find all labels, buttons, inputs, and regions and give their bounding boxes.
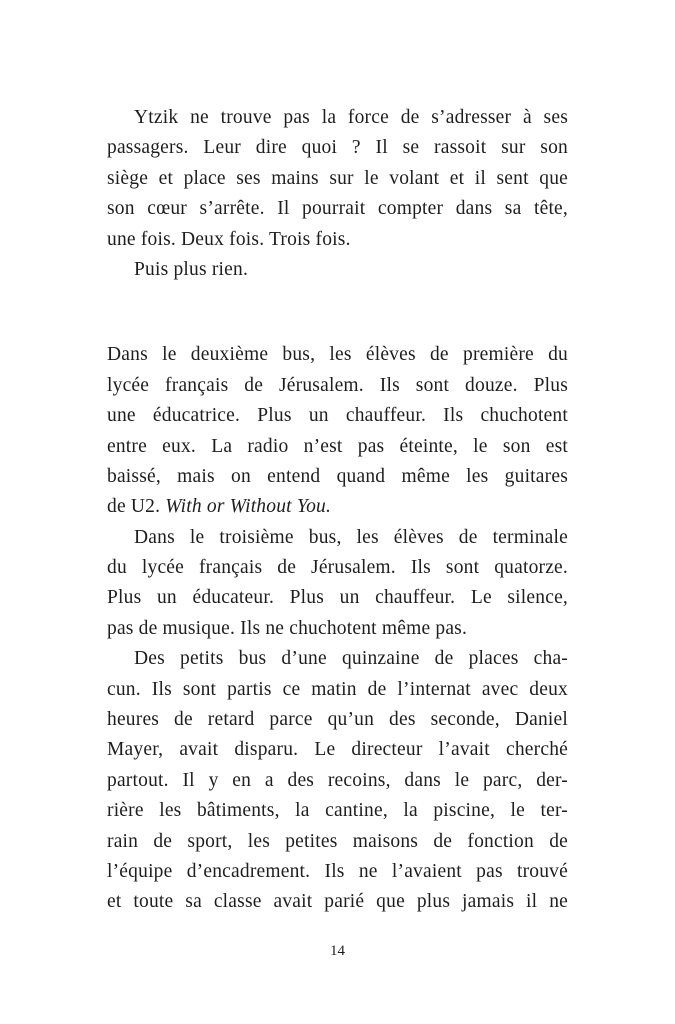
text-line xyxy=(107,766,568,796)
text-segment: son cœur s’arrête. Il pourrait compter dans sa tête, xyxy=(107,198,568,220)
text-line xyxy=(107,705,568,735)
text-line xyxy=(107,644,568,674)
text-line xyxy=(107,340,568,370)
text-segment: une éducatrice. Plus un chauffeur. Ils chuchotent xyxy=(107,405,568,427)
text-segment: Mayer, avait disparu. Le directeur l’avait cherché xyxy=(107,739,568,761)
paragraph xyxy=(107,523,568,645)
text-segment: heures de retard parce qu’un des seconde, Daniel xyxy=(107,709,568,731)
text-block xyxy=(107,103,568,918)
song-title-italic: With or Without You. xyxy=(165,496,332,518)
page-number: 14 xyxy=(330,943,345,959)
text-segment: passagers. Leur dire quoi ? Il se rassoit sur son xyxy=(107,137,568,159)
text-line xyxy=(107,371,568,401)
text-segment: baissé, mais on entend quand même les guitares xyxy=(107,465,568,487)
text-line xyxy=(107,103,568,133)
text-line xyxy=(107,887,568,917)
text-line xyxy=(107,462,568,492)
text-line xyxy=(107,857,568,887)
text-segment: rière les bâtiments, la cantine, la piscine, le ter- xyxy=(107,800,568,822)
text-line xyxy=(107,255,568,285)
paragraph xyxy=(107,255,568,285)
text-line xyxy=(107,735,568,765)
text-line xyxy=(107,164,568,194)
text-line xyxy=(107,553,568,583)
paragraph xyxy=(107,103,568,255)
paragraph xyxy=(107,340,568,522)
text-line xyxy=(107,401,568,431)
text-line xyxy=(107,583,568,613)
text-segment: partout. Il y en a des recoins, dans le parc, der- xyxy=(107,769,568,791)
text-segment: du lycée français de Jérusalem. Ils sont quatorze. xyxy=(107,557,568,579)
text-segment: Plus un éducateur. Plus un chauffeur. Le silence, xyxy=(107,587,568,609)
text-line xyxy=(107,523,568,553)
text-segment: de U2. xyxy=(107,496,166,518)
text-segment: Des petits bus d’une quinzaine de places cha- xyxy=(134,648,568,670)
text-line xyxy=(107,827,568,857)
text-segment: Ytzik ne trouve pas la force de s’adresser à ses xyxy=(134,107,568,128)
text-segment: Dans le deuxième bus, les élèves de première du xyxy=(107,344,568,366)
text-segment: lycée français de Jérusalem. Ils sont douze. Plus xyxy=(107,374,568,396)
text-segment: cun. Ils sont partis ce matin de l’internat avec deux xyxy=(107,678,568,700)
text-line xyxy=(107,675,568,705)
text-segment: et toute sa classe avait parié que plus jamais il ne xyxy=(107,891,568,913)
text-line xyxy=(107,133,568,163)
text-line xyxy=(107,194,568,224)
text-segment: siège et place ses mains sur le volant et il sent que xyxy=(107,167,568,189)
paragraph xyxy=(107,644,568,918)
text-line xyxy=(107,614,568,644)
text-segment: pas de musique. Ils ne chuchotent même pas. xyxy=(107,617,468,639)
text-segment: Dans le troisième bus, les élèves de terminale xyxy=(134,526,568,548)
text-line xyxy=(107,225,568,255)
text-segment: Puis plus rien. xyxy=(134,258,249,280)
text-segment: une fois. Deux fois. Trois fois. xyxy=(107,228,351,250)
section-break xyxy=(107,285,568,340)
text-line xyxy=(107,796,568,826)
text-segment: l’équipe d’encadrement. Ils ne l’avaient pas trouvé xyxy=(107,860,568,882)
text-line xyxy=(107,432,568,462)
text-segment: rain de sport, les petites maisons de fonction de xyxy=(107,830,568,852)
text-segment: entre eux. La radio n’est pas éteinte, le son est xyxy=(107,435,568,457)
text-line xyxy=(107,492,568,522)
